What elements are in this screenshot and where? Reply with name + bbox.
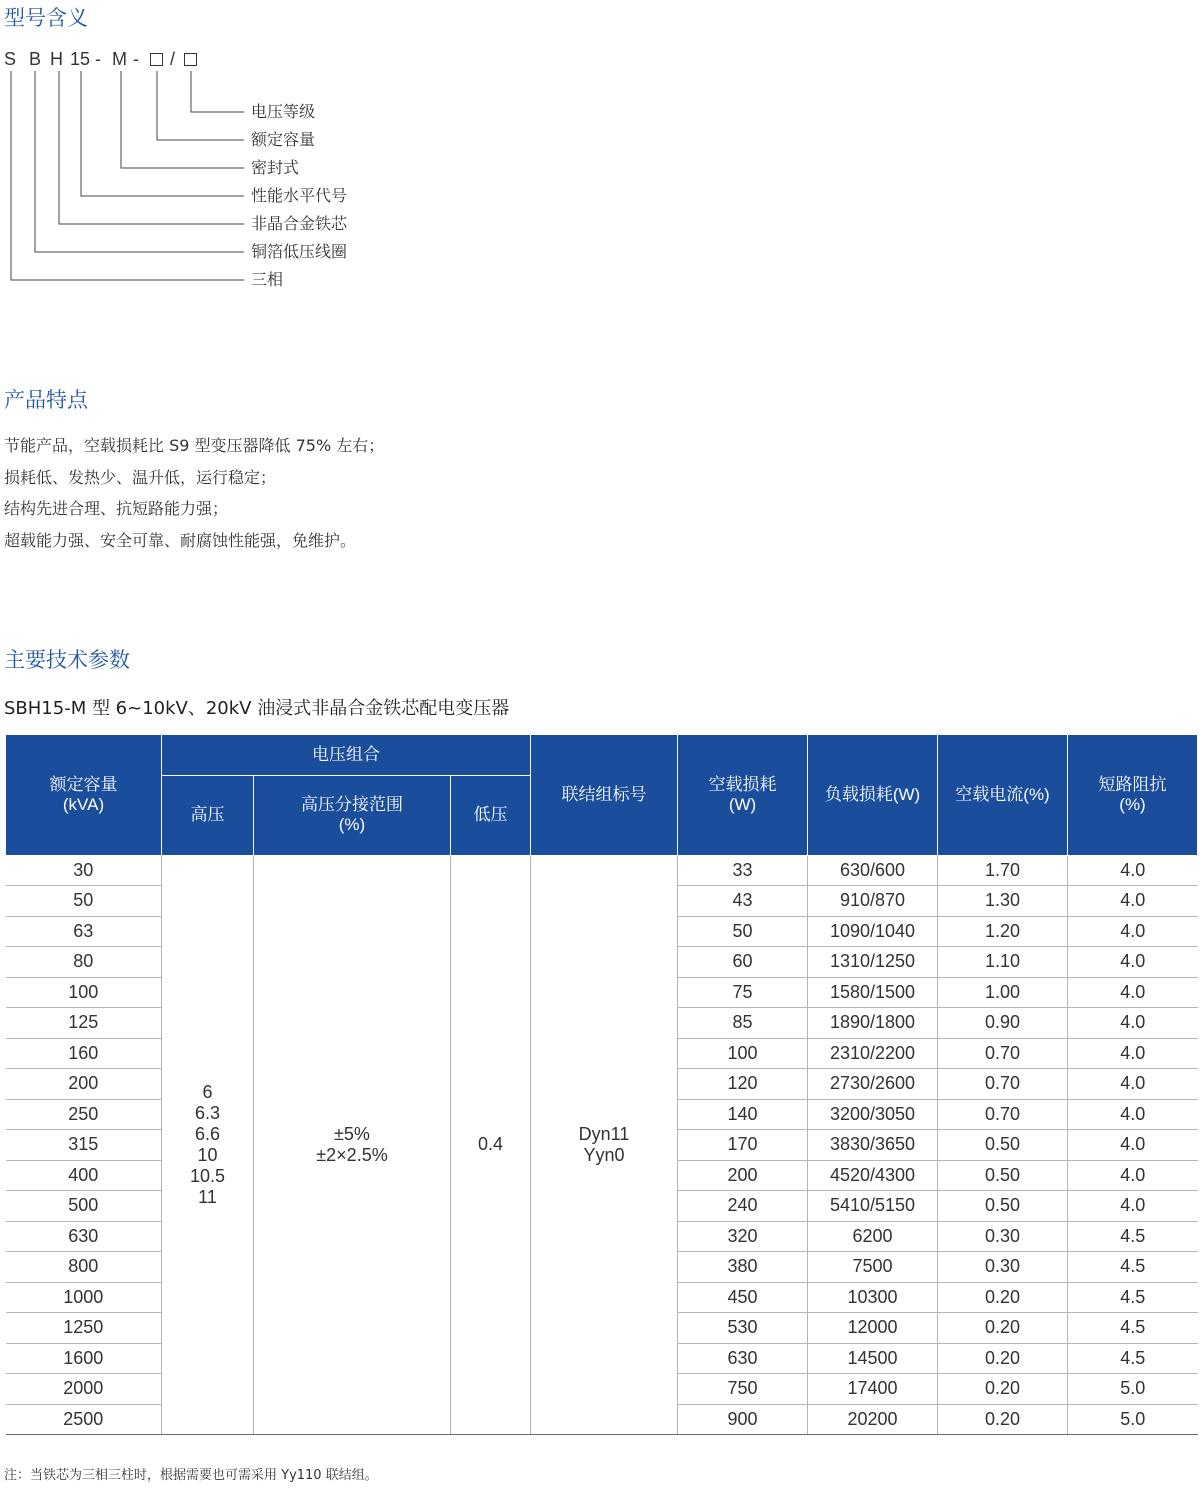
cell-load-loss: 2310/2200 xyxy=(808,1038,938,1069)
cell-rated-capacity: 100 xyxy=(6,977,162,1008)
cell-rated-capacity: 400 xyxy=(6,1160,162,1191)
cell-no-load-current: 0.20 xyxy=(938,1282,1068,1313)
cell-load-loss: 3830/3650 xyxy=(808,1130,938,1161)
header-short-circuit-impedance: 短路阻抗 (%) xyxy=(1068,735,1198,855)
cell-no-load-current: 0.20 xyxy=(938,1374,1068,1405)
cell-rated-capacity: 125 xyxy=(6,1008,162,1039)
cell-short-circuit-impedance: 4.5 xyxy=(1068,1221,1198,1252)
cell-no-load-current: 0.50 xyxy=(938,1130,1068,1161)
parameters-title: 主要技术参数 xyxy=(4,648,130,672)
cell-rated-capacity: 1600 xyxy=(6,1343,162,1374)
cell-no-load-current: 0.50 xyxy=(938,1191,1068,1222)
cell-load-loss: 4520/4300 xyxy=(808,1160,938,1191)
cell-rated-capacity: 30 xyxy=(6,855,162,886)
cell-load-loss: 1090/1040 xyxy=(808,916,938,947)
cell-rated-capacity: 800 xyxy=(6,1252,162,1283)
cell-short-circuit-impedance: 4.0 xyxy=(1068,886,1198,917)
cell-no-load-current: 1.10 xyxy=(938,947,1068,978)
cell-short-circuit-impedance: 4.0 xyxy=(1068,977,1198,1008)
header-low-voltage: 低压 xyxy=(451,775,531,855)
cell-load-loss: 7500 xyxy=(808,1252,938,1283)
cell-no-load-loss: 450 xyxy=(678,1282,808,1313)
cell-short-circuit-impedance: 4.0 xyxy=(1068,1191,1198,1222)
label-rated-capacity: 额定容量 xyxy=(251,130,316,149)
cell-load-loss: 5410/5150 xyxy=(808,1191,938,1222)
cell-load-loss: 2730/2600 xyxy=(808,1069,938,1100)
cell-short-circuit-impedance: 4.0 xyxy=(1068,1008,1198,1039)
feature-item: 结构先进合理、抗短路能力强； xyxy=(4,499,229,518)
cell-low-voltage-value: 0.4 xyxy=(451,855,531,1435)
cell-no-load-loss: 75 xyxy=(678,977,808,1008)
header-voltage-combination: 电压组合 xyxy=(162,735,531,775)
code-number-15: 15 xyxy=(70,49,91,69)
cell-rated-capacity: 1000 xyxy=(6,1282,162,1313)
code-dash-2: - xyxy=(133,49,139,69)
cell-no-load-loss: 33 xyxy=(678,855,808,886)
label-performance-code: 性能水平代号 xyxy=(251,186,348,205)
label-three-phase: 三相 xyxy=(251,270,284,289)
header-tap-range: 高压分接范围 (%) xyxy=(254,775,451,855)
cell-short-circuit-impedance: 4.5 xyxy=(1068,1313,1198,1344)
cell-no-load-loss: 900 xyxy=(678,1404,808,1435)
cell-short-circuit-impedance: 4.0 xyxy=(1068,947,1198,978)
cell-short-circuit-impedance: 4.5 xyxy=(1068,1282,1198,1313)
cell-load-loss: 3200/3050 xyxy=(808,1099,938,1130)
feature-item: 节能产品，空载损耗比 S9 型变压器降低 75% 左右； xyxy=(4,436,385,455)
cell-short-circuit-impedance: 4.0 xyxy=(1068,916,1198,947)
cell-high-voltage-values: 6 6.3 6.6 10 10.5 11 xyxy=(162,855,254,1435)
cell-no-load-current: 0.50 xyxy=(938,1160,1068,1191)
cell-no-load-current: 1.00 xyxy=(938,977,1068,1008)
table-caption: SBH15-M 型 6~10kV、20kV 油浸式非晶合金铁芯配电变压器 xyxy=(4,698,510,719)
cell-no-load-current: 1.70 xyxy=(938,855,1068,886)
cell-rated-capacity: 315 xyxy=(6,1130,162,1161)
cell-short-circuit-impedance: 4.0 xyxy=(1068,855,1198,886)
cell-no-load-current: 1.20 xyxy=(938,916,1068,947)
cell-no-load-loss: 43 xyxy=(678,886,808,917)
cell-load-loss: 1890/1800 xyxy=(808,1008,938,1039)
cell-tap-range-values: ±5% ±2×2.5% xyxy=(254,855,451,1435)
cell-no-load-current: 0.20 xyxy=(938,1343,1068,1374)
header-vector-group: 联结组标号 xyxy=(531,735,678,855)
cell-load-loss: 17400 xyxy=(808,1374,938,1405)
cell-short-circuit-impedance: 4.0 xyxy=(1068,1130,1198,1161)
cell-short-circuit-impedance: 4.0 xyxy=(1068,1160,1198,1191)
cell-rated-capacity: 630 xyxy=(6,1221,162,1252)
header-no-load-loss: 空载损耗 (W) xyxy=(678,735,808,855)
cell-rated-capacity: 250 xyxy=(6,1099,162,1130)
model-meaning-title: 型号含义 xyxy=(4,6,88,30)
cell-short-circuit-impedance: 4.0 xyxy=(1068,1099,1198,1130)
cell-short-circuit-impedance: 4.5 xyxy=(1068,1252,1198,1283)
cell-no-load-current: 0.70 xyxy=(938,1069,1068,1100)
cell-no-load-loss: 200 xyxy=(678,1160,808,1191)
cell-rated-capacity: 2000 xyxy=(6,1374,162,1405)
cell-rated-capacity: 63 xyxy=(6,916,162,947)
cell-no-load-loss: 380 xyxy=(678,1252,808,1283)
cell-no-load-current: 0.30 xyxy=(938,1221,1068,1252)
cell-rated-capacity: 200 xyxy=(6,1069,162,1100)
cell-no-load-current: 0.70 xyxy=(938,1038,1068,1069)
table-body xyxy=(6,855,1198,1435)
cell-short-circuit-impedance: 4.5 xyxy=(1068,1343,1198,1374)
cell-no-load-current: 0.90 xyxy=(938,1008,1068,1039)
cell-no-load-loss: 85 xyxy=(678,1008,808,1039)
cell-rated-capacity: 1250 xyxy=(6,1313,162,1344)
cell-rated-capacity: 500 xyxy=(6,1191,162,1222)
cell-short-circuit-impedance: 5.0 xyxy=(1068,1374,1198,1405)
cell-load-loss: 1580/1500 xyxy=(808,977,938,1008)
cell-no-load-loss: 170 xyxy=(678,1130,808,1161)
table-note: 注：当铁芯为三相三柱时，根据需要也可需采用 Yy110 联结组。 xyxy=(4,1468,378,1483)
cell-rated-capacity: 80 xyxy=(6,947,162,978)
cell-no-load-loss: 240 xyxy=(678,1191,808,1222)
cell-no-load-loss: 60 xyxy=(678,947,808,978)
model-code-tree-lines xyxy=(0,0,260,300)
cell-no-load-loss: 750 xyxy=(678,1374,808,1405)
cell-load-loss: 12000 xyxy=(808,1313,938,1344)
cell-no-load-current: 0.20 xyxy=(938,1313,1068,1344)
cell-short-circuit-impedance: 4.0 xyxy=(1068,1069,1198,1100)
code-letter-s: S xyxy=(4,49,17,69)
technical-parameters-table xyxy=(5,735,1198,1435)
cell-no-load-current: 0.30 xyxy=(938,1252,1068,1283)
cell-rated-capacity: 2500 xyxy=(6,1404,162,1435)
code-slash: / xyxy=(170,49,176,69)
cell-no-load-loss: 140 xyxy=(678,1099,808,1130)
cell-no-load-loss: 120 xyxy=(678,1069,808,1100)
cell-no-load-loss: 100 xyxy=(678,1038,808,1069)
cell-short-circuit-impedance: 5.0 xyxy=(1068,1404,1198,1435)
header-high-voltage: 高压 xyxy=(162,775,254,855)
cell-rated-capacity: 160 xyxy=(6,1038,162,1069)
cell-load-loss: 6200 xyxy=(808,1221,938,1252)
table-row xyxy=(6,855,1198,886)
cell-vector-group-values: Dyn11 Yyn0 xyxy=(531,855,678,1435)
cell-no-load-current: 0.20 xyxy=(938,1404,1068,1435)
code-dash-1: - xyxy=(95,49,101,69)
cell-no-load-loss: 530 xyxy=(678,1313,808,1344)
cell-load-loss: 20200 xyxy=(808,1404,938,1435)
header-no-load-current: 空载电流(%) xyxy=(938,735,1068,855)
cell-no-load-current: 1.30 xyxy=(938,886,1068,917)
cell-no-load-loss: 320 xyxy=(678,1221,808,1252)
code-letter-b: B xyxy=(29,49,42,69)
cell-load-loss: 10300 xyxy=(808,1282,938,1313)
cell-load-loss: 910/870 xyxy=(808,886,938,917)
features-title: 产品特点 xyxy=(4,388,88,412)
code-letter-h: H xyxy=(50,49,63,69)
feature-item: 损耗低、发热少、温升低，运行稳定； xyxy=(4,468,277,487)
cell-short-circuit-impedance: 4.0 xyxy=(1068,1038,1198,1069)
label-amorphous-core: 非晶合金铁芯 xyxy=(251,214,348,233)
cell-rated-capacity: 50 xyxy=(6,886,162,917)
label-sealed-type: 密封式 xyxy=(251,158,300,177)
label-voltage-level: 电压等级 xyxy=(251,102,316,121)
cell-load-loss: 14500 xyxy=(808,1343,938,1374)
label-copper-foil-coil: 铜箔低压线圈 xyxy=(251,242,348,261)
cell-no-load-loss: 630 xyxy=(678,1343,808,1374)
code-letter-m: M xyxy=(112,49,127,69)
cell-no-load-current: 0.70 xyxy=(938,1099,1068,1130)
cell-load-loss: 1310/1250 xyxy=(808,947,938,978)
cell-load-loss: 630/600 xyxy=(808,855,938,886)
feature-item: 超载能力强、安全可靠、耐腐蚀性能强，免维护。 xyxy=(4,531,357,550)
header-load-loss: 负载损耗(W) xyxy=(808,735,938,855)
header-rated-capacity: 额定容量 (kVA) xyxy=(6,735,162,855)
cell-no-load-loss: 50 xyxy=(678,916,808,947)
